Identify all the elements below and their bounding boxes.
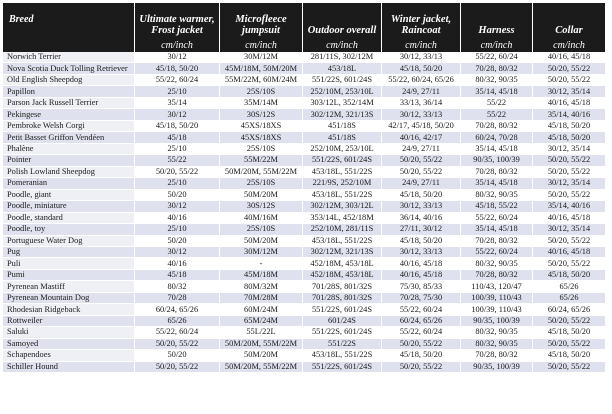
cell-ultimate: 55/22, 60/24 [134,75,219,86]
cell-ultimate: 55/22, 60/24 [134,327,219,338]
cell-winter: 30/12, 33/13 [381,247,460,258]
table-row [3,178,605,189]
table-row [3,201,605,212]
cell-breed: Parson Jack Russell Terrier [3,98,134,109]
cell-harness: 100/39, 110/43 [460,293,532,304]
cell-winter: 55/22, 60/24 [381,327,460,338]
table-row [3,213,605,224]
cell-winter: 60/24, 65/26 [381,316,460,327]
table-row [3,224,605,235]
cell-winter: 36/14, 40/16 [381,213,460,224]
cell-ultimate: 50/20, 55/22 [134,167,219,178]
cell-collar: 65/26 [532,281,605,292]
cell-collar: 65/26 [532,293,605,304]
cell-collar: 50/20, 55/22 [532,258,605,269]
cell-breed: Portuguese Water Dog [3,236,134,247]
cell-microfleece: 50M/20M, 55M/22M [219,339,302,350]
cell-breed: Schapendoes [3,350,134,361]
table-row [3,121,605,132]
cell-breed: Samoyed [3,339,134,350]
header-unit-winter: cm/inch [381,38,460,52]
table-body [3,52,605,373]
cell-outdoor: 252/10M, 281/11S [302,224,381,235]
header-microfleece: Microfleece jumpsuit [219,3,302,38]
cell-ultimate: 45/18, 50/20 [134,63,219,74]
cell-winter: 75/30, 85/33 [381,281,460,292]
cell-harness: 35/14, 45/18 [460,224,532,235]
cell-ultimate: 80/32 [134,281,219,292]
cell-winter: 24/9, 27/11 [381,144,460,155]
cell-outdoor: 281/11S, 302/12M [302,52,381,63]
cell-outdoor: 551/22S, 601/24S [302,327,381,338]
cell-winter: 30/12, 33/13 [381,201,460,212]
header-harness: Harness [460,3,532,38]
cell-outdoor: 551/22S, 601/24S [302,75,381,86]
cell-microfleece: 40M/16M [219,213,302,224]
cell-collar: 30/12, 35/14 [532,144,605,155]
cell-ultimate: 50/20, 55/22 [134,339,219,350]
cell-collar: 40/16, 45/18 [532,247,605,258]
cell-breed: Poodle, giant [3,190,134,201]
header-unit-breed [3,38,134,52]
cell-harness: 70/28, 80/32 [460,236,532,247]
cell-outdoor: 701/28S, 801/32S [302,293,381,304]
cell-microfleece: 50M/20M [219,236,302,247]
cell-harness: 70/28, 80/32 [460,270,532,281]
cell-ultimate: 60/24, 65/26 [134,304,219,315]
table-row [3,52,605,63]
cell-breed: Pointer [3,155,134,166]
cell-ultimate: 50/20, 55/22 [134,362,219,373]
cell-outdoor: 452/18M, 453/18L [302,258,381,269]
cell-outdoor: 451/18S [302,132,381,143]
cell-ultimate: 45/18 [134,132,219,143]
cell-harness: 90/35, 100/39 [460,316,532,327]
cell-harness: 70/28, 80/32 [460,63,532,74]
cell-winter: 55/22, 60/24 [381,304,460,315]
cell-collar: 50/20, 55/22 [532,236,605,247]
cell-outdoor: 551/22S, 601/24S [302,155,381,166]
cell-outdoor: 303/12L, 352/14M [302,98,381,109]
cell-harness: 45/18, 55/22 [460,201,532,212]
cell-winter: 40/16, 42/17 [381,132,460,143]
cell-harness: 90/35, 100/39 [460,362,532,373]
cell-microfleece: 50M/20M, 55M/22M [219,167,302,178]
cell-winter: 70/28, 75/30 [381,293,460,304]
cell-ultimate: 25/10 [134,178,219,189]
cell-outdoor: 453/18L, 551/22S [302,236,381,247]
cell-breed: Pug [3,247,134,258]
cell-harness: 35/14, 45/18 [460,144,532,155]
cell-breed: Poodle, miniature [3,201,134,212]
cell-ultimate: 40/16 [134,258,219,269]
cell-outdoor: 551/22S [302,339,381,350]
cell-harness: 55/22 [460,109,532,120]
cell-microfleece: 70M/28M [219,293,302,304]
table-row [3,109,605,120]
cell-microfleece: 25S/10S [219,178,302,189]
cell-breed: Petit Basset Griffon Vendéen [3,132,134,143]
cell-breed: Poodle, standard [3,213,134,224]
cell-breed: Rottweiler [3,316,134,327]
cell-breed: Pumi [3,270,134,281]
table-row [3,190,605,201]
table-row [3,362,605,373]
cell-collar: 60/24, 65/26 [532,304,605,315]
cell-collar: 40/16, 45/18 [532,52,605,63]
cell-ultimate: 35/14 [134,98,219,109]
cell-outdoor: 302/12M, 303/12L [302,201,381,212]
cell-winter: 27/11, 30/12 [381,224,460,235]
table-row [3,304,605,315]
cell-breed: Phalène [3,144,134,155]
cell-microfleece: 65M/24M [219,316,302,327]
cell-ultimate: 45/18, 50/20 [134,121,219,132]
cell-winter: 24/9, 27/11 [381,86,460,97]
table-row [3,327,605,338]
cell-collar: 50/20, 55/22 [532,339,605,350]
cell-collar: 45/18, 50/20 [532,350,605,361]
cell-harness: 35/14, 45/18 [460,86,532,97]
table-row [3,86,605,97]
table-header [3,3,605,52]
cell-microfleece: 25S/10S [219,144,302,155]
cell-harness: 80/32, 90/35 [460,75,532,86]
cell-microfleece: 50M/20M [219,190,302,201]
cell-outdoor: 601/24S [302,316,381,327]
cell-collar: 30/12, 35/14 [532,178,605,189]
cell-winter: 50/20, 55/22 [381,167,460,178]
cell-breed: Polish Lowland Sheepdog [3,167,134,178]
cell-ultimate: 55/22 [134,155,219,166]
cell-winter: 33/13, 36/14 [381,98,460,109]
cell-winter: 40/16, 45/18 [381,270,460,281]
cell-breed: Saluki [3,327,134,338]
cell-ultimate: 30/12 [134,201,219,212]
cell-winter: 45/18, 50/20 [381,350,460,361]
cell-ultimate: 65/26 [134,316,219,327]
cell-microfleece: 45XS/18XS [219,132,302,143]
cell-microfleece: 50M/20M, 55M/22M [219,362,302,373]
cell-harness: 110/43, 120/47 [460,281,532,292]
cell-collar: 35/14, 40/16 [532,201,605,212]
table-row [3,350,605,361]
cell-outdoor: 453/18L, 551/22S [302,190,381,201]
cell-outdoor: 453/18L, 551/22S [302,350,381,361]
header-collar: Collar [532,3,605,38]
cell-winter: 30/12, 33/13 [381,52,460,63]
cell-breed: Pyrenean Mastiff [3,281,134,292]
table-row [3,144,605,155]
cell-microfleece: 45M/18M [219,270,302,281]
cell-breed: Old English Sheepdog [3,75,134,86]
cell-collar: 35/14, 40/16 [532,109,605,120]
cell-winter: 24/9, 27/11 [381,178,460,189]
cell-breed: Schiller Hound [3,362,134,373]
cell-ultimate: 25/10 [134,86,219,97]
cell-winter: 42/17, 45/18, 50/20 [381,121,460,132]
cell-ultimate: 45/18 [134,270,219,281]
cell-collar: 30/12, 35/14 [532,224,605,235]
table-row [3,281,605,292]
cell-breed: Norwich Terrier [3,52,134,63]
cell-outdoor: 302/12M, 321/13S [302,109,381,120]
table-row [3,270,605,281]
cell-winter: 40/16, 45/18 [381,258,460,269]
cell-harness: 55/22, 60/24 [460,213,532,224]
cell-breed: Pembroke Welsh Corgi [3,121,134,132]
table-row [3,258,605,269]
cell-outdoor: 353/14L, 452/18M [302,213,381,224]
cell-collar: 50/20, 55/22 [532,362,605,373]
cell-harness: 70/28, 80/32 [460,350,532,361]
cell-breed: Poodle, toy [3,224,134,235]
cell-winter: 55/22, 60/24, 65/26 [381,75,460,86]
cell-harness: 55/22, 60/24 [460,52,532,63]
cell-microfleece: 25S/10S [219,86,302,97]
cell-winter: 45/18, 50/20 [381,236,460,247]
header-unit-microfleece: cm/inch [219,38,302,52]
header-winter-jacket: Winter jacket, Raincoat [381,3,460,38]
cell-outdoor: 452/18M, 453/18L [302,270,381,281]
table-row [3,339,605,350]
header-ultimate-warmer: Ultimate warmer, Frost jacket [134,3,219,38]
cell-microfleece: 35M/14M [219,98,302,109]
cell-collar: 50/20, 55/22 [532,63,605,74]
header-unit-collar: cm/inch [532,38,605,52]
cell-harness: 35/14, 45/18 [460,178,532,189]
cell-harness: 80/32, 90/35 [460,258,532,269]
cell-ultimate: 70/28 [134,293,219,304]
table-row [3,155,605,166]
cell-outdoor: 302/12M, 321/13S [302,247,381,258]
cell-collar: 50/20, 55/22 [532,75,605,86]
table-row [3,236,605,247]
cell-outdoor: 551/22S, 601/24S [302,362,381,373]
cell-collar: 30/12, 35/14 [532,86,605,97]
table-row [3,293,605,304]
cell-breed: Pomeranian [3,178,134,189]
header-unit-outdoor: cm/inch [302,38,381,52]
cell-collar: 40/16, 45/18 [532,98,605,109]
cell-collar: 45/18, 50/20 [532,270,605,281]
cell-breed: Nova Scotia Duck Tolling Retriever [3,63,134,74]
cell-harness: 80/32, 90/35 [460,339,532,350]
cell-microfleece: 25S/10S [219,224,302,235]
cell-collar: 50/20, 55/22 [532,316,605,327]
cell-outdoor: 551/22S, 601/24S [302,304,381,315]
cell-ultimate: 30/12 [134,247,219,258]
cell-ultimate: 50/20 [134,350,219,361]
cell-outdoor: 252/10M, 253/10L [302,86,381,97]
cell-microfleece: 55L/22L [219,327,302,338]
cell-harness: 80/32, 90/35 [460,327,532,338]
cell-harness: 70/28, 80/32 [460,121,532,132]
cell-harness: 80/32, 90/35 [460,190,532,201]
header-unit-row [3,38,605,52]
cell-breed: Papillon [3,86,134,97]
cell-harness: 70/28, 80/32 [460,167,532,178]
cell-ultimate: 25/10 [134,144,219,155]
cell-microfleece: 60M/24M [219,304,302,315]
cell-ultimate: 50/20 [134,190,219,201]
cell-harness: 90/35, 100/39 [460,155,532,166]
cell-collar: 45/18, 50/20 [532,121,605,132]
table-row [3,98,605,109]
table-row [3,316,605,327]
cell-breed: Rhodesian Ridgeback [3,304,134,315]
cell-collar: 50/20, 55/22 [532,167,605,178]
cell-outdoor: 451/18S [302,121,381,132]
cell-harness: 60/24, 70/28 [460,132,532,143]
cell-microfleece: - [219,258,302,269]
cell-outdoor: 453/18L, 551/22S [302,167,381,178]
size-chart-table [3,3,605,373]
cell-microfleece: 50M/20M [219,350,302,361]
cell-winter: 45/18, 50/20 [381,190,460,201]
cell-microfleece: 30S/12S [219,109,302,120]
header-outdoor-overall: Outdoor overall [302,3,381,38]
cell-microfleece: 30M/12M [219,52,302,63]
header-unit-harness: cm/inch [460,38,532,52]
cell-outdoor: 453/18L [302,63,381,74]
cell-microfleece: 80M/32M [219,281,302,292]
cell-ultimate: 30/12 [134,52,219,63]
cell-microfleece: 55M/22M [219,155,302,166]
cell-collar: 45/18, 50/20 [532,132,605,143]
cell-winter: 50/20, 55/22 [381,339,460,350]
cell-breed: Pyrenean Mountain Dog [3,293,134,304]
cell-breed: Puli [3,258,134,269]
cell-winter: 50/20, 55/22 [381,155,460,166]
cell-collar: 50/20, 55/22 [532,190,605,201]
cell-microfleece: 30S/12S [219,201,302,212]
cell-microfleece: 45XS/18XS [219,121,302,132]
header-title-row [3,3,605,38]
cell-collar: 50/20, 55/22 [532,155,605,166]
cell-harness: 55/22, 60/24 [460,247,532,258]
cell-microfleece: 45M/18M, 50M/20M [219,63,302,74]
cell-harness: 100/39, 110/43 [460,304,532,315]
cell-harness: 55/22 [460,98,532,109]
cell-microfleece: 30M/12M [219,247,302,258]
table-row [3,132,605,143]
table-row [3,63,605,74]
table-row [3,167,605,178]
cell-outdoor: 221/9S, 252/10M [302,178,381,189]
cell-winter: 50/20, 55/22 [381,362,460,373]
cell-collar: 40/16, 45/18 [532,213,605,224]
table-row [3,75,605,86]
cell-winter: 45/18, 50/20 [381,63,460,74]
header-unit-ultimate: cm/inch [134,38,219,52]
cell-outdoor: 701/28S, 801/32S [302,281,381,292]
cell-collar: 45/18, 50/20 [532,327,605,338]
header-breed: Breed [3,3,134,38]
cell-ultimate: 25/10 [134,224,219,235]
cell-breed: Pekingese [3,109,134,120]
cell-ultimate: 30/12 [134,109,219,120]
cell-winter: 30/12, 33/13 [381,109,460,120]
cell-microfleece: 55M/22M, 60M/24M [219,75,302,86]
cell-outdoor: 252/10M, 253/10L [302,144,381,155]
cell-ultimate: 40/16 [134,213,219,224]
table-row [3,247,605,258]
cell-ultimate: 50/20 [134,236,219,247]
